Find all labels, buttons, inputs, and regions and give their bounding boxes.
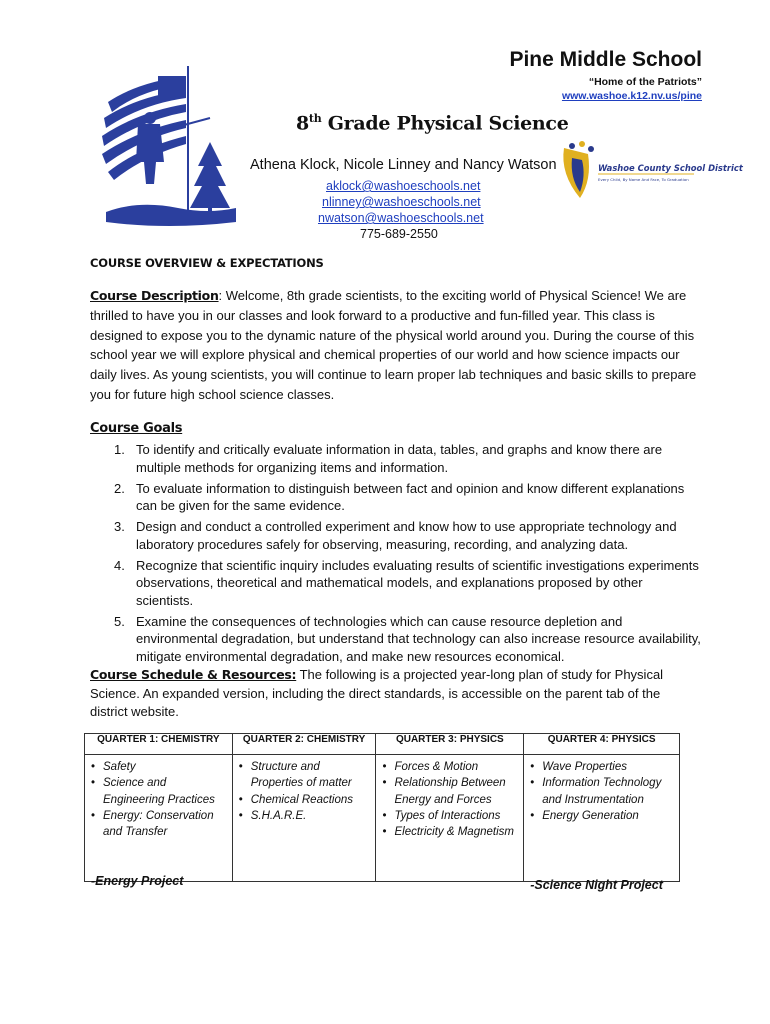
goal-number: 1. <box>114 442 125 457</box>
topic-list <box>237 759 372 824</box>
schedule-text: The following is a projected year-long plan of study for Physical Science. An expanded version, including the direct standards, is accessible on the parent tab of the district website. <box>90 667 664 719</box>
goal-text: Examine the consequences of technologies which can cause resource depletion and environmental degradation, but understand that technology can also increase resource availability, mitigate environmental degradation, and make new resources economical. <box>136 613 701 664</box>
quarter-header: QUARTER 2: CHEMISTRY <box>232 734 376 755</box>
teacher-names: Athena Klock, Nicole Linney and Nancy Watson <box>250 157 557 173</box>
quarters-table <box>84 733 680 892</box>
list-item <box>114 613 701 666</box>
list-item <box>114 557 701 610</box>
topic-item: • Types of Interactions <box>380 808 519 824</box>
overview-heading: COURSE OVERVIEW & EXPECTATIONS <box>90 256 324 270</box>
quarter-project: -Energy Project <box>91 874 184 888</box>
goal-number: 3. <box>114 519 125 534</box>
topic-item: • Electricity & Magnetism <box>380 824 519 840</box>
phone-number: 775-689-2550 <box>360 227 438 241</box>
topic-item: • Safety <box>89 759 228 775</box>
quarter-project: -Science Night Project <box>530 878 663 892</box>
topic-list <box>380 759 519 840</box>
topic-list <box>528 759 675 824</box>
quarter-header: QUARTER 1: CHEMISTRY <box>85 734 233 755</box>
school-motto: “Home of the Patriots” <box>588 76 702 88</box>
quarter-cell <box>85 755 233 888</box>
topic-item: • Energy Generation <box>528 808 675 824</box>
topic-item: • Structure and Properties of matter <box>237 759 372 792</box>
title-superscript: th <box>308 112 322 125</box>
goals-heading: Course Goals <box>90 421 183 436</box>
topic-item: • Energy: Conservation and Transfer <box>89 808 228 841</box>
district-tagline: Every Child, By Name And Face, To Graduation <box>598 177 689 182</box>
topic-item: • S.H.A.R.E. <box>237 808 372 824</box>
goal-text: To evaluate information to distinguish between fact and opinion and know different explanations can be given for the same evidence. <box>136 480 685 513</box>
course-schedule <box>90 666 700 722</box>
table-row <box>85 755 680 882</box>
topic-item: • Forces & Motion <box>380 759 519 775</box>
list-item <box>114 518 701 553</box>
goal-text: Recognize that scientific inquiry includes evaluating results of scientific investigations experiments observations, theoretical and mathematical models, and explanations proposed by other scientists. <box>136 557 699 608</box>
quarter-header: QUARTER 3: PHYSICS <box>376 734 524 755</box>
pine-patriot-logo <box>98 62 238 237</box>
goal-number: 5. <box>114 613 125 629</box>
goal-text: To identify and critically evaluate information in data, tables, and graphs and know there are multiple methods for organizing items and information. <box>136 442 663 475</box>
title-number: 8 <box>296 112 309 135</box>
school-website-link[interactable]: www.washoe.k12.nv.us/pine <box>561 90 702 102</box>
goals-list <box>114 441 701 669</box>
description-text: : Welcome, 8th grade scientists, to the exciting world of Physical Science! We are thrilled to have you in our classes and look forward to a productive and fun-filled year. This class is designed to expose you to the dynamic nature of the physical world around you. During the course of this school year we will explore physical and chemical properties of our world and how science impacts our daily lives. As young scientists, you will continue to learn proper lab techniques and basic skills to prepare you for future high school science classes. <box>90 288 697 402</box>
schedule-label: Course Schedule & Resources: <box>90 667 297 682</box>
topic-item: • Science and Engineering Practices <box>89 775 228 808</box>
course-description <box>90 286 700 405</box>
topic-item: • Chemical Reactions <box>237 792 372 808</box>
goal-text: Design and conduct a controlled experiment and know how to use appropriate technology and laboratory procedures safely for observing, measuring, recording, and analyzing data. <box>136 519 677 552</box>
quarter-header: QUARTER 4: PHYSICS <box>524 734 680 755</box>
quarter-cell <box>376 755 524 882</box>
topic-item: • Information Technology and Instrumentation <box>528 775 675 808</box>
course-title <box>296 112 569 134</box>
district-name: Washoe County School District <box>598 163 743 173</box>
teacher-email-link[interactable]: nwatson@washoeschools.net <box>318 211 484 225</box>
title-rest: Grade Physical Science <box>321 112 569 135</box>
quarter-cell <box>524 755 680 892</box>
list-item <box>114 480 701 515</box>
goal-number: 2. <box>114 480 125 496</box>
description-label: Course Description <box>90 288 219 303</box>
topic-item: • Relationship Between Energy and Forces <box>380 775 519 808</box>
goal-number: 4. <box>114 557 125 573</box>
school-name: Pine Middle School <box>509 48 702 71</box>
teacher-email-link[interactable]: nlinney@washoeschools.net <box>322 195 481 209</box>
table-header-row <box>85 734 680 755</box>
list-item <box>114 441 701 476</box>
topic-item: • Wave Properties <box>528 759 675 775</box>
teacher-email-link[interactable]: aklock@washoeschools.net <box>326 179 481 193</box>
quarter-cell <box>232 755 376 882</box>
district-logo <box>558 140 743 211</box>
topic-list <box>89 759 228 840</box>
